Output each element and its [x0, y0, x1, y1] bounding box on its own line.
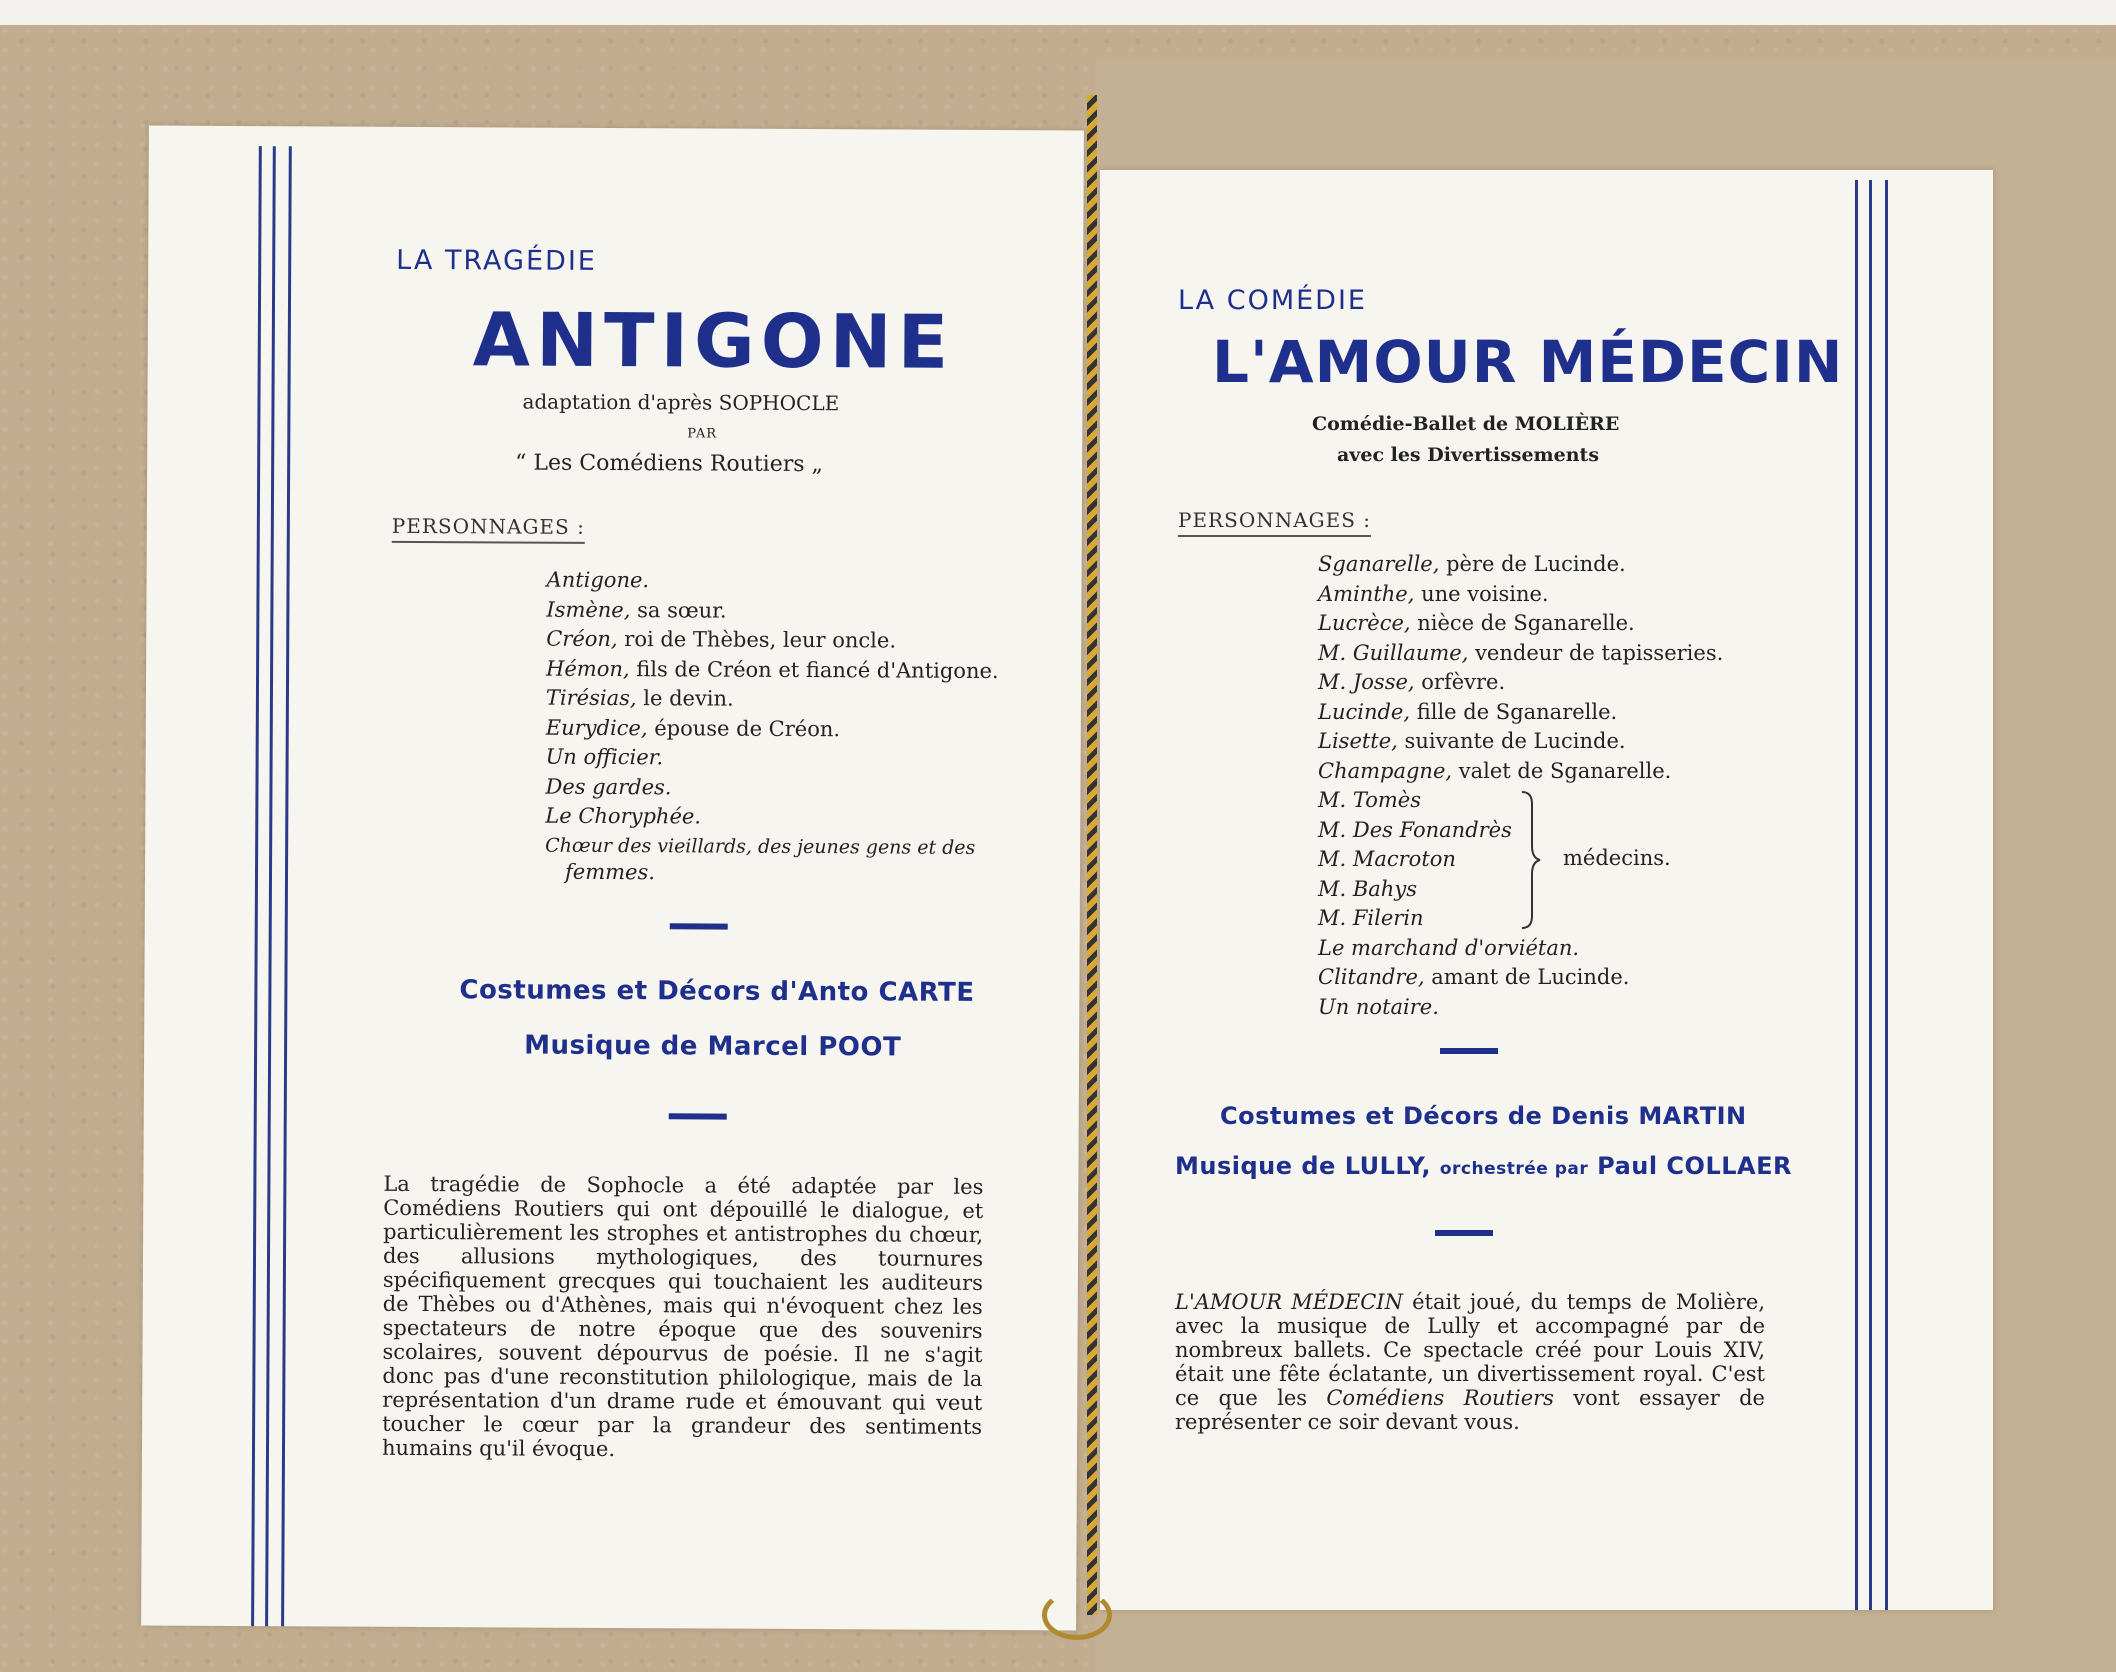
left-title: ANTIGONE: [472, 297, 955, 386]
right-subtitle-1: Comédie-Ballet de MOLIÈRE: [1312, 413, 1620, 435]
right-character-list: [1318, 550, 1838, 1022]
character-item: M. Josse, orfèvre.: [1318, 670, 1506, 694]
binding-cord: [1087, 95, 1097, 1615]
character-item: Lucrèce, nièce de Sganarelle.: [1318, 611, 1635, 635]
character-item: M. Guillaume, vendeur de tapisseries.: [1318, 640, 1724, 665]
left-page: [141, 126, 1084, 1631]
character-item: Sganarelle, père de Lucinde.: [1318, 552, 1626, 576]
character-item: Lisette, suivante de Lucinde.: [1318, 729, 1626, 753]
right-page: [1100, 170, 1993, 1610]
left-page-border-rules: [251, 146, 295, 1626]
character-item: Hémon, fils de Créon et fiancé d'Antigone.: [546, 656, 999, 683]
doctor-item: M. Filerin: [1318, 906, 1424, 930]
left-par: PAR: [687, 426, 718, 442]
brace-icon: [1518, 790, 1542, 930]
left-personnages-label: PERSONNAGES :: [392, 514, 585, 544]
doctor-item: M. Tomès: [1318, 788, 1421, 812]
character-item: Chœur des vieillards, des jeunes gens et des: [545, 834, 976, 859]
right-paragraph: L'AMOUR MÉDECIN était joué, du temps de Molière, avec la musique de Lully et accompagné par de nombreux ballets. Ce spectacle créé pour Louis XIV, était une fête éclatante, un divertissement royal. C'est ce que les Comédiens Routiers vont essayer de représenter ce soir devant vous.: [1175, 1290, 1765, 1434]
character-item: Champagne, valet de Sganarelle.: [1318, 758, 1672, 783]
character-item: Un officier.: [545, 744, 664, 770]
right-divider-1: [1440, 1048, 1498, 1054]
doctor-item: M. Bahys: [1318, 876, 1417, 901]
right-credit-decor: Costumes et Décors de Denis MARTIN: [1220, 1102, 1747, 1130]
doctor-item: M. Macroton: [1318, 847, 1456, 871]
right-credit-music: Musique de LULLY, orchestrée par Paul COLLAER: [1175, 1152, 1792, 1180]
left-paragraph: La tragédie de Sophocle a été adaptée par les Comédiens Routiers qui ont dépouillé le dialogue, et particulièrement les strophes et antistrophes du chœur, des allusions mythologiques, des tournures spécifiquement grecques qui touchaient les auditeurs de Thèbes ou d'Athènes, mais qui n'évoquent chez les spectateurs de notre époque que des souvenirs scolaires, souvent dépourvus de poésie. Il ne s'agit donc pas d'une reconstitution philologique, mais de la représentation d'un drame rude et émouvant qui veut toucher le cœur par la grandeur des sentiments humains qu'il évoque.: [381, 1171, 984, 1462]
right-personnages-label: PERSONNAGES :: [1178, 508, 1371, 537]
character-item: Un notaire.: [1318, 994, 1439, 1019]
doctor-item: M. Des Fonandrès: [1318, 817, 1512, 842]
character-item: femmes.: [564, 859, 655, 885]
right-title: L'AMOUR MÉDECIN: [1212, 328, 1844, 396]
character-item: Antigone.: [546, 567, 650, 593]
right-divider-2: [1435, 1230, 1493, 1236]
character-item: Le Choryphée.: [545, 803, 702, 829]
doctors-group: [1318, 786, 1838, 934]
character-item: Clitandre, amant de Lucinde.: [1318, 965, 1630, 989]
left-divider-1: [670, 923, 728, 929]
binding-cord-loop: [1042, 1590, 1112, 1640]
character-item: Tirésias, le devin.: [545, 685, 734, 711]
left-credit-music: Musique de Marcel POOT: [524, 1030, 902, 1063]
right-page-border-rules: [1855, 180, 1891, 1610]
character-item: Ismène, sa sœur.: [546, 597, 727, 623]
left-credit-decor: Costumes et Décors d'Anto CARTE: [459, 975, 975, 1008]
character-item: Des gardes.: [545, 774, 672, 799]
doctors-label: médecins.: [1563, 846, 1671, 870]
left-kicker: LA TRAGÉDIE: [396, 244, 597, 277]
left-troupe: “ Les Comédiens Routiers „: [515, 450, 824, 478]
left-adaptation: adaptation d'après SOPHOCLE: [522, 389, 840, 416]
right-subtitle-2: avec les Divertissements: [1337, 444, 1600, 466]
left-divider-2: [669, 1113, 727, 1119]
character-item: Eurydice, épouse de Créon.: [545, 715, 841, 741]
right-kicker: LA COMÉDIE: [1178, 285, 1367, 316]
character-item: Lucinde, fille de Sganarelle.: [1318, 699, 1618, 724]
character-item: Créon, roi de Thèbes, leur oncle.: [546, 626, 897, 653]
left-character-list: [545, 566, 1017, 885]
character-item: Aminthe, une voisine.: [1318, 581, 1549, 606]
character-item: Le marchand d'orviétan.: [1318, 935, 1580, 960]
